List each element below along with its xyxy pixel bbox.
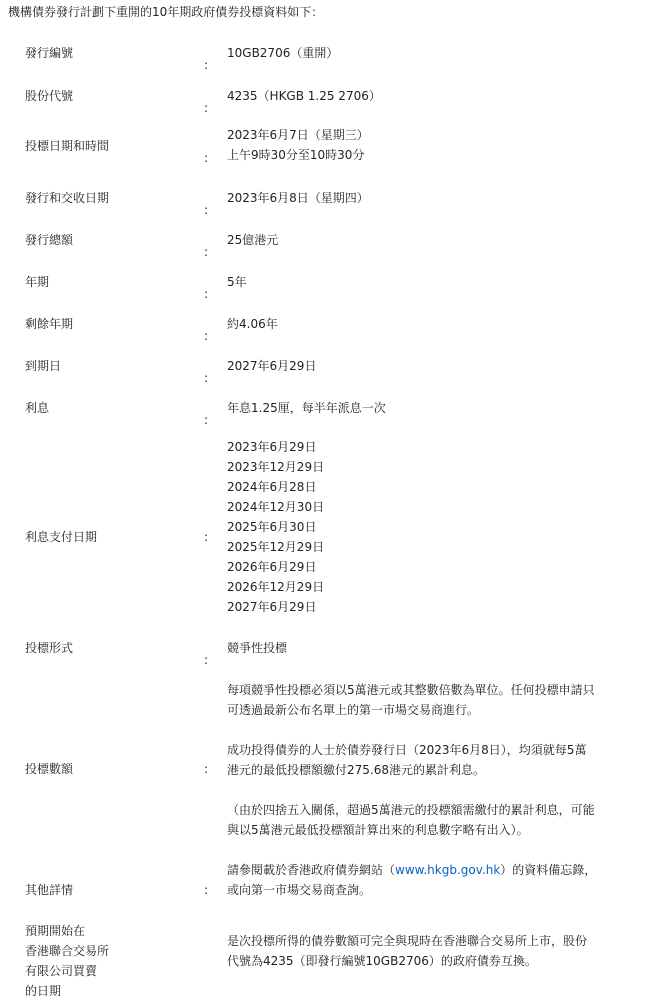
- other-details-line2: 或向第一市場交易商查詢。: [227, 883, 372, 897]
- interest-rate-label: 利息: [25, 401, 50, 415]
- interest-rate-colon: :: [204, 413, 209, 427]
- expected-trading-line: 是次投標所得的債券數額可完全與現時在香港聯合交易所上市，股份: [227, 934, 588, 948]
- hkgb-website-link[interactable]: www.hkgb.gov.hk: [395, 863, 501, 877]
- intro-text: 機構債券發行計劃下重開的10年期政府債券投標資料如下：: [8, 5, 324, 19]
- expected-trading-value: [227, 931, 655, 971]
- maturity-date-label: 到期日: [25, 359, 62, 373]
- payment-date: 2027年6月29日: [227, 600, 317, 614]
- maturity-date-colon: :: [204, 371, 209, 385]
- tenor-value: 5年: [227, 275, 247, 289]
- stock-code-label: 股份代號: [25, 89, 74, 103]
- expected-trading-label-line: 有限公司買賣: [25, 964, 98, 978]
- interest-payment-dates-colon: :: [204, 530, 209, 544]
- expected-trading-label-line: 香港聯合交易所: [25, 944, 110, 958]
- remaining-tenor-colon: :: [204, 329, 209, 343]
- payment-date: 2025年6月30日: [227, 520, 317, 534]
- payment-date: 2023年6月29日: [227, 440, 317, 454]
- tender-format-colon: :: [204, 653, 209, 667]
- issue-settlement-date-colon: :: [204, 203, 209, 217]
- stock-code-value: 4235（HKGB 1.25 2706）: [227, 89, 381, 103]
- other-details-label: 其他詳情: [25, 883, 74, 897]
- tender-format-label: 投標形式: [25, 641, 74, 655]
- other-details-suffix: ）的資料備忘錄，: [500, 863, 597, 877]
- other-details-line1: [227, 860, 655, 880]
- other-details-value: [227, 860, 655, 900]
- tender-time-line: 上午9時30分至10時30分: [227, 148, 365, 162]
- tender-amount-para3-line: （由於四捨五入關係，超過5萬港元的投標額需繳付的累計利息，可能: [227, 803, 595, 817]
- issue-number-colon: :: [204, 58, 209, 72]
- tender-format-value: 競爭性投標: [227, 641, 288, 655]
- tender-amount-label: 投標數額: [25, 762, 74, 776]
- tender-amount-para1-line: 每項競爭性投標必須以5萬港元或其整數倍數為單位。任何投標申請只: [227, 683, 595, 697]
- issue-number-label: 發行編號: [25, 46, 74, 60]
- issue-size-value: 25億港元: [227, 233, 279, 247]
- tender-date-line: 2023年6月7日（星期三）: [227, 128, 369, 142]
- tenor-label: 年期: [25, 275, 50, 289]
- issue-settlement-date-label: 發行和交收日期: [25, 191, 110, 205]
- tender-datetime-colon: :: [204, 151, 209, 165]
- expected-trading-label-line: 的日期: [25, 984, 62, 998]
- tender-amount-para3-line: 與以5萬港元最低投標額計算出來的利息數字略有出入）。: [227, 823, 529, 837]
- interest-rate-value: 年息1.25厘，每半年派息一次: [227, 401, 386, 415]
- issue-settlement-date-value: 2023年6月8日（星期四）: [227, 191, 369, 205]
- remaining-tenor-label: 剩餘年期: [25, 317, 74, 331]
- tender-amount-colon: :: [204, 762, 209, 776]
- stock-code-colon: :: [204, 101, 209, 115]
- tender-amount-para2-line: 港元的最低投標額繳付275.68港元的累計利息。: [227, 763, 485, 777]
- payment-date: 2026年12月29日: [227, 580, 325, 594]
- maturity-date-value: 2027年6月29日: [227, 359, 317, 373]
- payment-date: 2024年12月30日: [227, 500, 325, 514]
- expected-trading-label: [25, 921, 210, 1001]
- tender-amount-value: [227, 680, 655, 840]
- issue-number-value: 10GB2706（重開）: [227, 46, 339, 60]
- other-details-colon: :: [204, 883, 209, 897]
- other-details-prefix: 請參閱載於香港政府債券網站（: [227, 863, 396, 877]
- payment-date: 2025年12月29日: [227, 540, 325, 554]
- expected-trading-line: 代號為4235（即發行編號10GB2706）的政府債券互換。: [227, 954, 537, 968]
- tender-amount-para1-line: 可透過最新公布名單上的第一市場交易商進行。: [227, 703, 480, 717]
- remaining-tenor-value: 約4.06年: [227, 317, 278, 331]
- interest-payment-dates-list: [227, 437, 655, 617]
- payment-date: 2023年12月29日: [227, 460, 325, 474]
- tenor-colon: :: [204, 287, 209, 301]
- expected-trading-label-line: 預期開始在: [25, 924, 86, 938]
- payment-date: 2024年6月28日: [227, 480, 317, 494]
- interest-payment-dates-label: 利息支付日期: [25, 530, 98, 544]
- issue-size-colon: :: [204, 245, 209, 259]
- issue-size-label: 發行總額: [25, 233, 74, 247]
- payment-date: 2026年6月29日: [227, 560, 317, 574]
- tender-datetime-value: [227, 125, 655, 165]
- tender-datetime-label: 投標日期和時間: [25, 139, 110, 153]
- tender-amount-para2-line: 成功投得債券的人士於債券發行日（2023年6月8日），均須就每5萬: [227, 743, 587, 757]
